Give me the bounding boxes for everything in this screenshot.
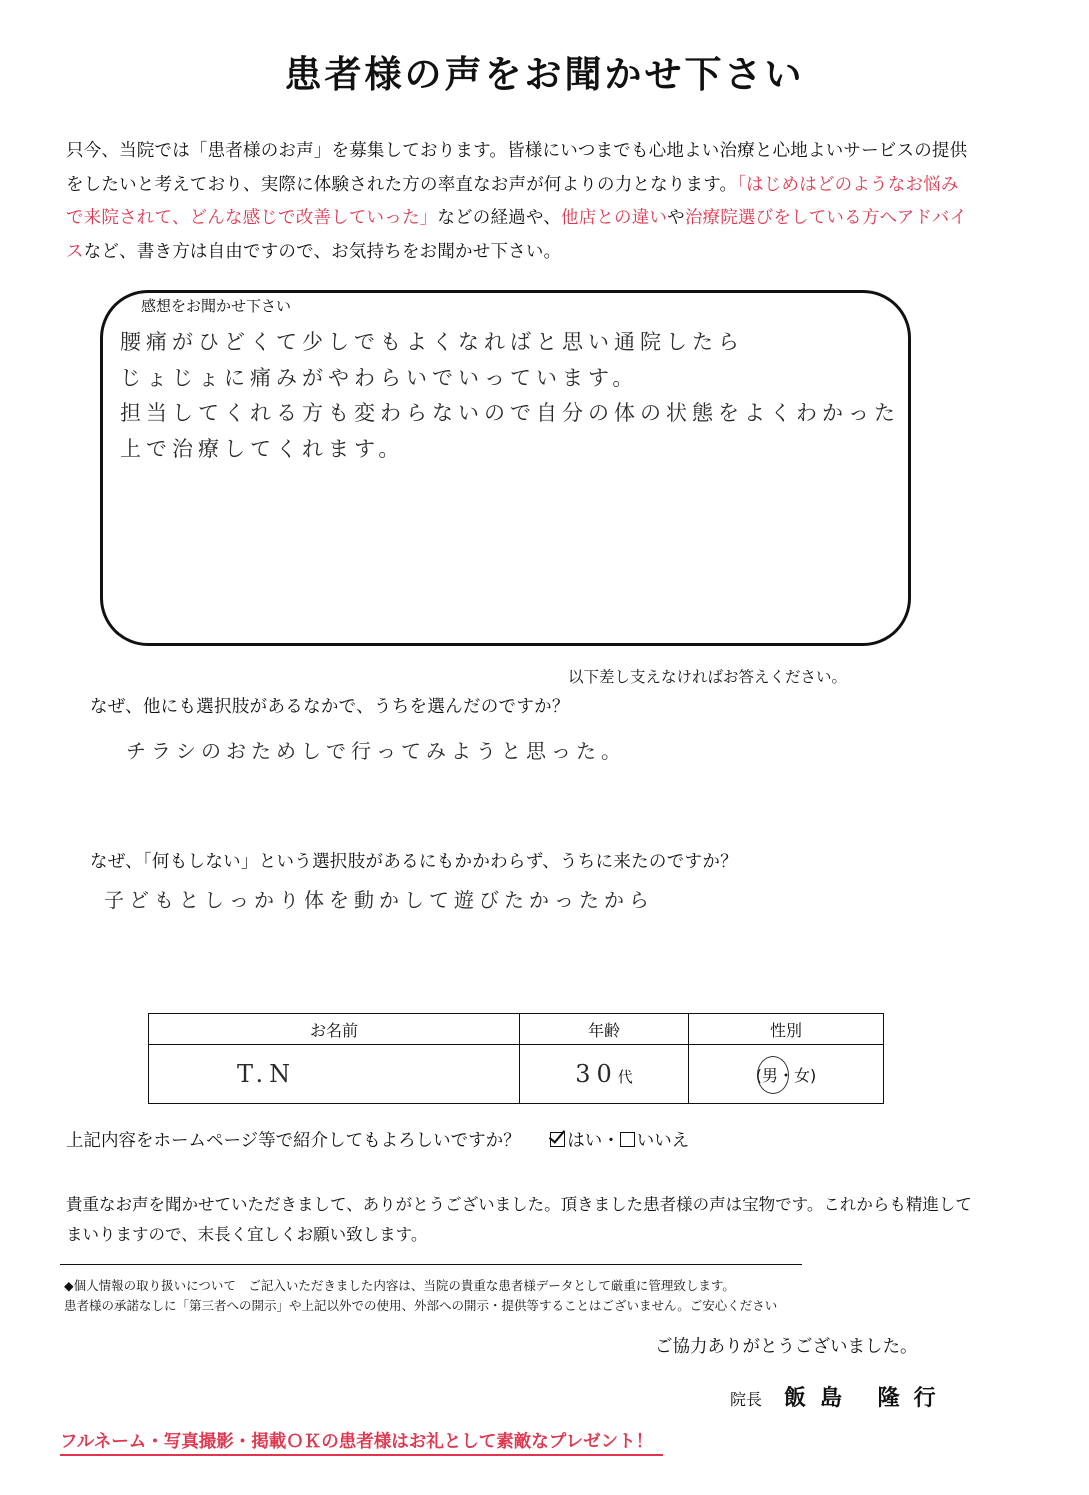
intro-paragraph <box>66 135 976 269</box>
answer-1[interactable]: チラシのおためしで行ってみようと思った。 <box>126 739 626 763</box>
consent-no-option[interactable]: いいえ <box>620 1131 690 1151</box>
impression-handwritten <box>120 325 900 467</box>
gender-cell[interactable]: ( 男・女) <box>689 1045 884 1104</box>
question-2: なぜ、「何もしない」という選択肢があるにもかかわらず、うちに来たのですか？ <box>90 852 738 872</box>
info-table <box>148 1013 884 1104</box>
consent-yes-option[interactable]: はい <box>550 1131 602 1151</box>
checkbox-icon[interactable] <box>620 1132 635 1147</box>
name-cell[interactable] <box>149 1045 520 1104</box>
gender-header: 性別 <box>689 1014 884 1045</box>
privacy-notice <box>64 1276 924 1316</box>
answer-2[interactable]: 子どもとしっかり体を動かして遊びたかったから <box>104 888 654 912</box>
impression-line: 上で治療してくれます。 <box>120 436 405 461</box>
privacy-line: 患者様の承諾なしに「第三者への開示」や上記以外での使用、外部への開示・提供等することはございません。ご安心ください <box>64 1298 778 1313</box>
intro-text-1: 只今、当院では「患者様のお声」を募集しております。皆様にいつまでも心地よい治療と心地よいサービスの提供をしたいと考えており、実際に体験された方の率直なお声が何よりの力となります。 <box>66 141 968 195</box>
gender-separator: ・ <box>777 1065 794 1085</box>
intro-highlight-2: 他店との違い <box>560 208 668 228</box>
homepage-question: 上記内容をホームページ等で紹介してもよろしいですか？ <box>66 1131 521 1151</box>
director-role: 院長 <box>730 1390 763 1409</box>
age-value: 30 <box>575 1060 618 1088</box>
checked-box-icon[interactable] <box>550 1132 565 1147</box>
age-header: 年齢 <box>520 1014 689 1045</box>
cooperation-thanks: ご協力ありがとうございました。 <box>655 1337 918 1357</box>
impression-line: じょじょに痛みがやわらいでいっています。 <box>120 365 639 390</box>
impression-line: 腰痛がひどくて少しでもよくなればと思い通院したら <box>120 330 744 354</box>
question-1: なぜ、他にも選択肢があるなかで、うちを選んだのですか？ <box>90 697 570 717</box>
consent-separator: ・ <box>602 1131 620 1151</box>
impression-label: 感想をお聞かせ下さい <box>141 297 292 315</box>
intro-text-4: など、書き方は自由ですので、お気持ちをお聞かせ下さい。 <box>83 241 562 262</box>
thanks-paragraph: 貴重なお声を聞かせていただきまして、ありがとうございました。頂きました患者様の声は宝物です。これからも精進してまいりますので、末長く宜しくお願い致します。 <box>66 1195 972 1244</box>
privacy-line: ◆個人情報の取り扱いについて ご記入いただきました内容は、当院の貴重な患者様データとして厳重に管理致します。 <box>64 1278 735 1293</box>
impression-line: 担当してくれる方も変わらないので自分の体の状態をよくわかった <box>120 401 900 425</box>
director-name: 飯島 隆行 <box>784 1386 950 1411</box>
gender-female-option[interactable]: 女 <box>794 1065 811 1085</box>
page-title: 患者様の声をお聞かせ下さい <box>284 53 805 96</box>
age-suffix: 代 <box>617 1068 633 1086</box>
intro-text-3: や <box>667 208 685 228</box>
optional-note: 以下差し支えなければお答えください。 <box>568 668 848 686</box>
name-value: T.N <box>237 1060 297 1088</box>
director-signature <box>730 1381 950 1412</box>
selection-circle-icon <box>757 1056 789 1094</box>
intro-text-2: などの経過や、 <box>437 208 561 228</box>
divider <box>60 1264 802 1265</box>
gender-male-option[interactable]: 男 <box>762 1063 778 1086</box>
intro-highlight-3: 治療院選びをしている方へアドバイス <box>66 208 968 262</box>
intro-highlight-1: 「はじめはどのようなお悩みで来院されて、どんな感じで改善していった」 <box>66 174 959 228</box>
homepage-consent <box>66 1127 689 1152</box>
name-header: お名前 <box>149 1014 520 1045</box>
age-cell[interactable] <box>520 1045 689 1104</box>
present-note: フルネーム・写真撮影・掲載ＯＫの患者様はお礼として素敵なプレゼント！ <box>60 1428 663 1456</box>
